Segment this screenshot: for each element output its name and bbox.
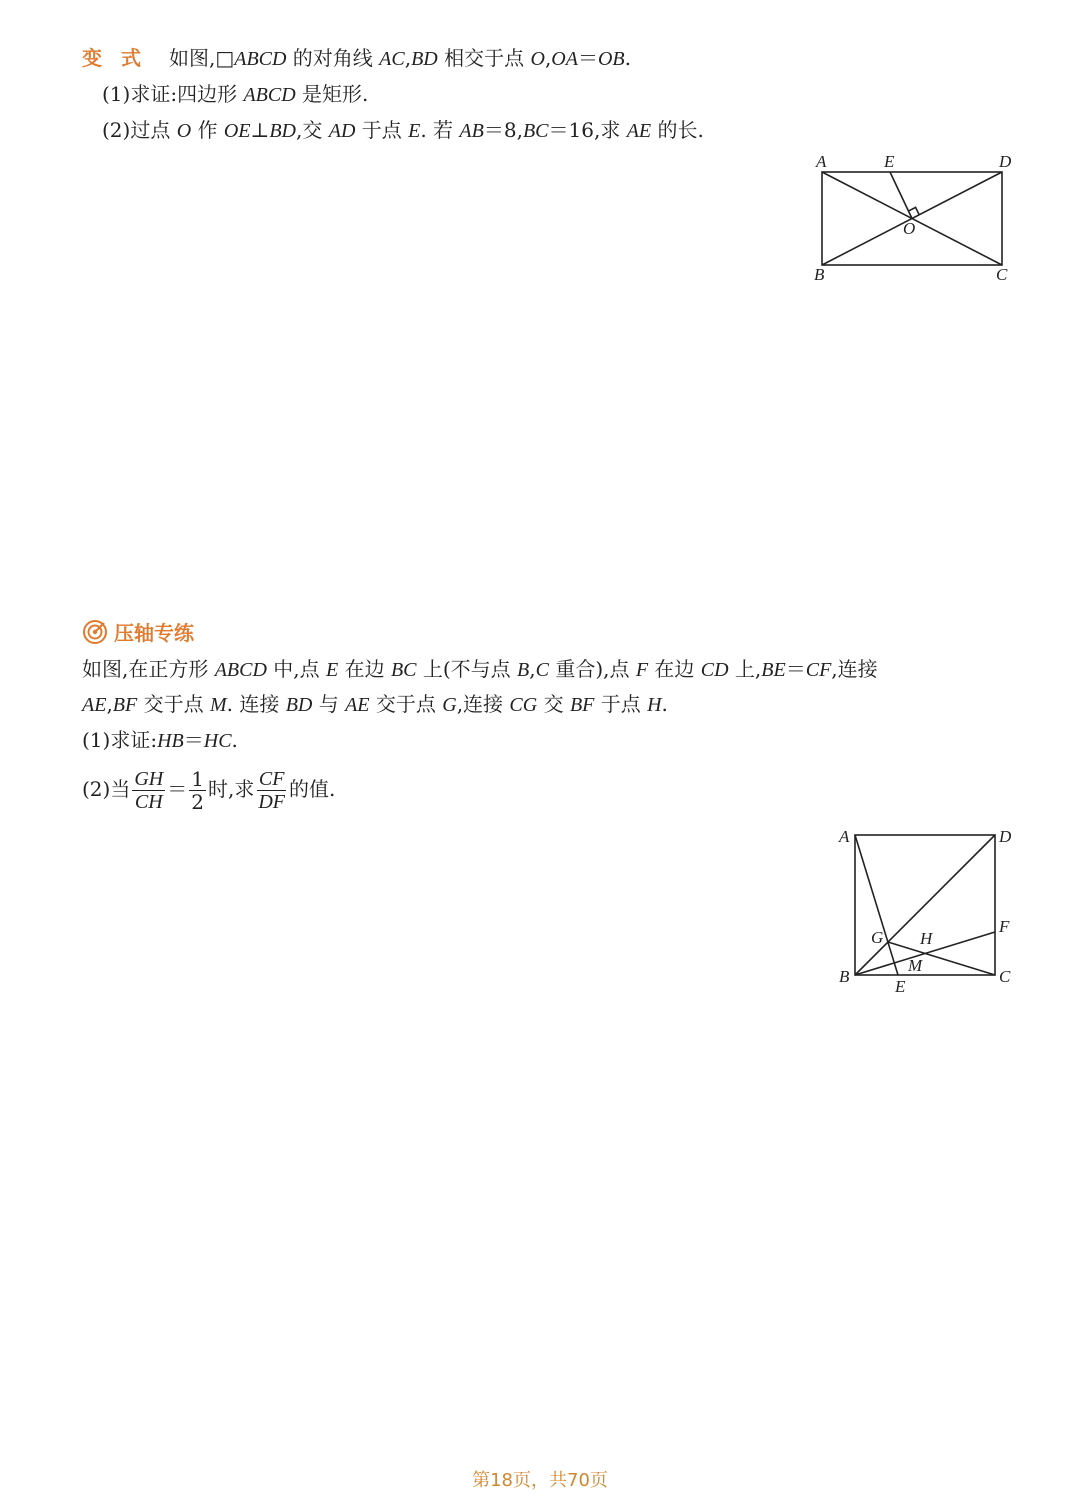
variant-statement: 变 式 如图,□ABCD 的对角线 AC,BD 相交于点 O,OA＝OB. <box>82 46 631 70</box>
variant-tag: 变 式 <box>82 46 147 70</box>
final-part2: (2)当 $\frac{GH}{CH}$ ＝ $\frac{1}{2}$ 时,求 $\frac{CF}{DF}$ 的值. <box>82 767 336 814</box>
label-c: C <box>996 265 1008 284</box>
label-d: D <box>999 152 1012 171</box>
variant-part2: (2)过点 O 作 OE⊥BD,交 AD 于点 E. 若 AB＝8,BC＝16,求 AE 的长. <box>102 118 704 142</box>
label-b: B <box>839 967 850 986</box>
segment-oe <box>890 172 912 219</box>
segment-cg <box>888 942 995 975</box>
label-a: A <box>816 152 827 171</box>
rectangle-figure <box>800 145 1030 295</box>
final-statement-line2: AE,BF 交于点 M. 连接 BD 与 AE 交于点 G,连接 CG 交 BF 于点 H. <box>82 692 668 716</box>
square-figure <box>830 818 1030 1003</box>
label-h: H <box>920 929 933 948</box>
label-e: E <box>884 152 895 171</box>
variant-part1: (1)求证:四边形 ABCD 是矩形. <box>102 82 369 106</box>
final-part1: (1)求证:HB＝HC. <box>82 728 238 752</box>
label-f: F <box>999 917 1010 936</box>
section-title: 压轴专练 <box>82 617 194 646</box>
fraction-cf-df: $\frac{CF}{DF}$ <box>258 768 285 813</box>
label-g: G <box>871 928 884 947</box>
page-footer: 第18页，共70页 <box>472 1470 608 1491</box>
label-e: E <box>895 977 906 996</box>
target-icon <box>82 619 108 645</box>
label-a: A <box>839 827 850 846</box>
label-b: B <box>814 265 825 284</box>
label-m: M <box>908 956 923 975</box>
fraction-gh-ch: $\frac{GH}{CH}$ <box>134 768 164 813</box>
label-o: O <box>903 219 916 238</box>
final-statement-line1: 如图,在正方形 ABCD 中,点 E 在边 BC 上(不与点 B,C 重合),点 F 在边 CD 上,BE＝CF,连接 <box>82 657 878 681</box>
label-d: D <box>999 827 1012 846</box>
label-c: C <box>999 967 1011 986</box>
fraction-one-half: $\frac{1}{2}$ <box>191 767 204 814</box>
